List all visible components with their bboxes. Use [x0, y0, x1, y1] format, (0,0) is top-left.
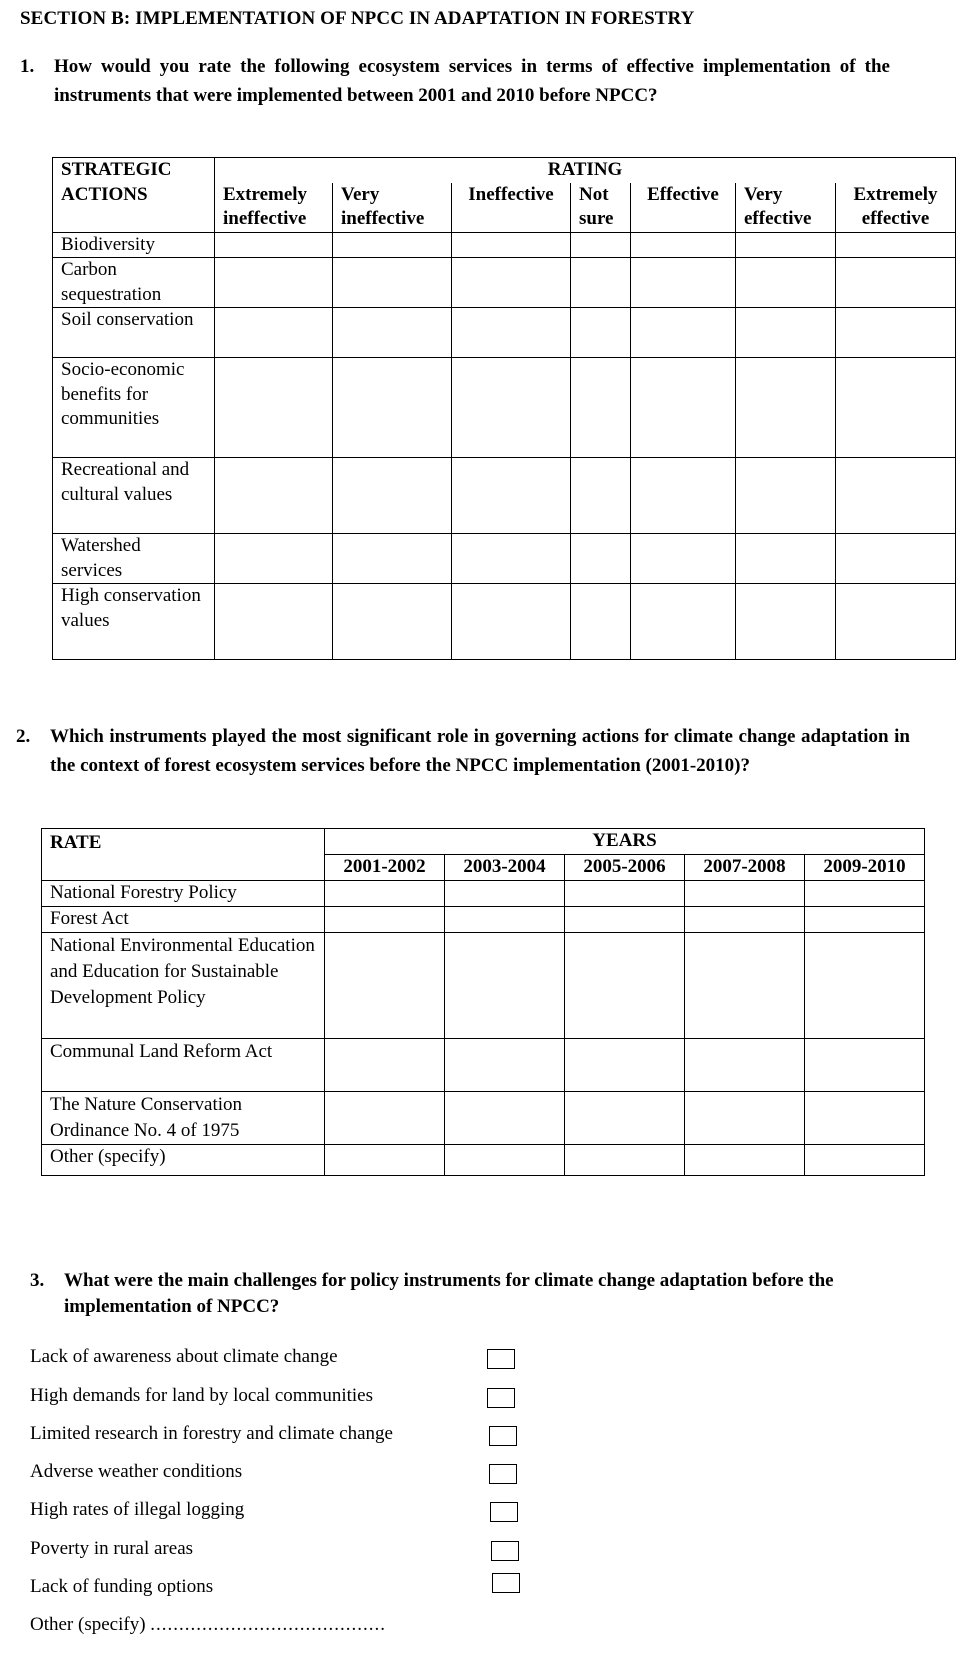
rating-cell[interactable] [452, 232, 571, 258]
row-label: National Environmental Education and Education for Sustainable Development Policy [42, 933, 325, 1039]
challenge-other-dots[interactable]: ......................................... [150, 1614, 387, 1635]
row-label: Carbon sequestration [53, 258, 215, 308]
year-cell[interactable] [565, 881, 685, 907]
rating-cell[interactable] [571, 358, 631, 458]
year-cell[interactable] [565, 1092, 685, 1145]
year-cell[interactable] [325, 1039, 445, 1092]
table-row [53, 358, 956, 458]
rating-cell[interactable] [215, 584, 333, 660]
challenge-option-label: High rates of illegal logging [30, 1499, 245, 1520]
year-cell[interactable] [565, 1145, 685, 1176]
rating-cell[interactable] [215, 458, 333, 534]
challenge-option-label: High demands for land by local communities [30, 1385, 373, 1406]
section-title: SECTION B: IMPLEMENTATION OF NPCC IN ADAPTATION IN FORESTRY [20, 8, 695, 29]
rating-cell[interactable] [571, 232, 631, 258]
year-cell[interactable] [445, 881, 565, 907]
row-label: Socio-economic benefits for communities [53, 358, 215, 458]
year-cell[interactable] [685, 1145, 805, 1176]
rating-cell[interactable] [333, 232, 452, 258]
rating-cell[interactable] [631, 232, 736, 258]
year-col-header: 2005-2006 [565, 855, 685, 881]
rating-cell[interactable] [215, 232, 333, 258]
question-2-text: Which instruments played the most significant role in governing actions for climate change adaptation in the context of forest ecosystem services before the NPCC implementation (2001-2010)? [50, 726, 910, 776]
question-3 [30, 1268, 936, 1320]
year-cell[interactable] [325, 881, 445, 907]
instruments-table [41, 828, 925, 1176]
rating-cell[interactable] [836, 458, 956, 534]
year-cell[interactable] [445, 1145, 565, 1176]
question-2 [16, 722, 910, 780]
year-cell[interactable] [565, 933, 685, 1039]
rating-cell[interactable] [631, 534, 736, 584]
year-cell[interactable] [805, 933, 925, 1039]
year-cell[interactable] [445, 907, 565, 933]
rating-cell[interactable] [736, 232, 836, 258]
rating-cell[interactable] [836, 358, 956, 458]
year-cell[interactable] [565, 1039, 685, 1092]
year-cell[interactable] [325, 1145, 445, 1176]
rating-cell[interactable] [452, 258, 571, 308]
table-row [53, 258, 956, 308]
table-row [42, 933, 925, 1039]
year-cell[interactable] [325, 933, 445, 1039]
table-row [42, 881, 925, 907]
year-cell[interactable] [445, 1092, 565, 1145]
year-cell[interactable] [445, 933, 565, 1039]
challenge-option-label: Lack of funding options [30, 1576, 214, 1597]
year-cell[interactable] [805, 881, 925, 907]
rating-cell[interactable] [836, 308, 956, 358]
rating-cell[interactable] [836, 534, 956, 584]
row-label: Communal Land Reform Act [42, 1039, 325, 1092]
rating-cell[interactable] [631, 308, 736, 358]
challenge-option-label: Lack of awareness about climate change [30, 1346, 338, 1367]
rating-col-header: Very effective [736, 183, 836, 233]
rating-col-header: Ineffective [452, 183, 571, 233]
challenge-option-label: Adverse weather conditions [30, 1461, 243, 1482]
table-row [42, 1092, 925, 1145]
challenge-checkbox[interactable] [489, 1426, 517, 1446]
row-label: Recreational and cultural values [53, 458, 215, 534]
challenge-other[interactable] [30, 1614, 386, 1636]
rating-col-header: Extremely effective [836, 183, 956, 233]
row-label: Other (specify) [42, 1145, 325, 1176]
challenge-checkbox[interactable] [492, 1573, 520, 1593]
challenge-checkbox[interactable] [489, 1464, 517, 1484]
rating-cell[interactable] [452, 584, 571, 660]
rating-cell[interactable] [452, 458, 571, 534]
rating-cell[interactable] [215, 308, 333, 358]
rating-cell[interactable] [736, 584, 836, 660]
table-row [53, 308, 956, 358]
row-label: National Forestry Policy [42, 881, 325, 907]
question-1-text: How would you rate the following ecosystem services in terms of effective implementation of the instruments that were implemented between 2001 and 2010 before NPCC? [54, 56, 890, 106]
rating-cell[interactable] [452, 308, 571, 358]
row-label: Biodiversity [53, 232, 215, 258]
challenge-checkbox[interactable] [490, 1502, 518, 1522]
table-row [53, 232, 956, 258]
table-row [42, 1145, 925, 1176]
row-label: The Nature Conservation Ordinance No. 4 of 1975 [42, 1092, 325, 1145]
rating-cell[interactable] [333, 258, 452, 308]
challenge-checkbox[interactable] [487, 1388, 515, 1408]
table-row [53, 458, 956, 534]
challenge-checkbox[interactable] [491, 1541, 519, 1561]
year-cell[interactable] [325, 1092, 445, 1145]
rating-cell[interactable] [571, 534, 631, 584]
rating-cell[interactable] [452, 358, 571, 458]
year-cell[interactable] [325, 907, 445, 933]
rating-col-header: Extremely ineffective [215, 183, 333, 233]
rating-cell[interactable] [736, 258, 836, 308]
table-row [53, 584, 956, 660]
year-cell[interactable] [805, 1039, 925, 1092]
year-cell[interactable] [685, 881, 805, 907]
rating-group-header: RATING [215, 158, 956, 183]
table-row [42, 1039, 925, 1092]
rating-cell[interactable] [215, 534, 333, 584]
question-3-text: What were the main challenges for policy instruments for climate change adaptation before the implementation of NPCC? [64, 1270, 834, 1317]
rating-cell[interactable] [631, 458, 736, 534]
row-label: High conservation values [53, 584, 215, 660]
year-col-header: 2001-2002 [325, 855, 445, 881]
year-col-header: 2009-2010 [805, 855, 925, 881]
rating-cell[interactable] [452, 534, 571, 584]
rating-cell[interactable] [333, 584, 452, 660]
rating-cell[interactable] [836, 584, 956, 660]
rating-cell[interactable] [571, 458, 631, 534]
rating-cell[interactable] [571, 308, 631, 358]
rating-cell[interactable] [631, 358, 736, 458]
rating-col-header: Not sure [571, 183, 631, 233]
rating-cell[interactable] [736, 534, 836, 584]
instruments-table-corner: RATE [42, 829, 325, 881]
row-label: Soil conservation [53, 308, 215, 358]
row-label: Watershed services [53, 534, 215, 584]
year-cell[interactable] [685, 907, 805, 933]
year-col-header: 2007-2008 [685, 855, 805, 881]
year-cell[interactable] [805, 907, 925, 933]
rating-cell[interactable] [333, 458, 452, 534]
year-col-header: 2003-2004 [445, 855, 565, 881]
challenge-option-label: Poverty in rural areas [30, 1538, 194, 1559]
year-cell[interactable] [805, 1092, 925, 1145]
rating-cell[interactable] [836, 258, 956, 308]
rating-cell[interactable] [836, 232, 956, 258]
rating-cell[interactable] [215, 358, 333, 458]
challenge-option-label: Limited research in forestry and climate change [30, 1423, 393, 1444]
rating-cell[interactable] [215, 258, 333, 308]
rating-cell[interactable] [736, 458, 836, 534]
question-3-number: 3. [30, 1270, 45, 1291]
rating-cell[interactable] [571, 258, 631, 308]
year-cell[interactable] [685, 933, 805, 1039]
year-cell[interactable] [445, 1039, 565, 1092]
table-row [53, 534, 956, 584]
rating-cell[interactable] [736, 358, 836, 458]
rating-cell[interactable] [333, 534, 452, 584]
year-cell[interactable] [805, 1145, 925, 1176]
rating-col-header: Effective [631, 183, 736, 233]
table-row [42, 907, 925, 933]
year-cell[interactable] [565, 907, 685, 933]
rating-cell[interactable] [631, 584, 736, 660]
question-1 [20, 52, 890, 110]
rating-cell[interactable] [333, 308, 452, 358]
rating-cell[interactable] [631, 258, 736, 308]
year-cell[interactable] [685, 1092, 805, 1145]
years-group-header: YEARS [325, 829, 925, 855]
row-label: Forest Act [42, 907, 325, 933]
rating-cell[interactable] [571, 584, 631, 660]
rating-cell[interactable] [333, 358, 452, 458]
rating-table [52, 157, 956, 660]
rating-col-header: Very ineffective [333, 183, 452, 233]
question-2-number: 2. [16, 726, 31, 747]
rating-table-corner: STRATEGIC ACTIONS [53, 158, 215, 233]
year-cell[interactable] [685, 1039, 805, 1092]
question-1-number: 1. [20, 56, 35, 77]
challenge-other-label: Other (specify) [30, 1614, 146, 1635]
rating-cell[interactable] [736, 308, 836, 358]
challenge-checkbox[interactable] [487, 1349, 515, 1369]
